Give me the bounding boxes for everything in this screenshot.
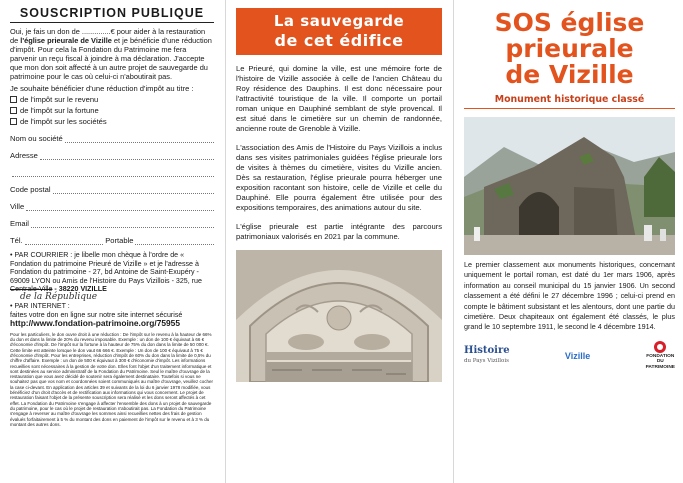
safeguard-banner <box>236 8 442 55</box>
name-field[interactable] <box>10 132 214 143</box>
internet-label: • PAR INTERNET : <box>10 301 70 310</box>
tympanum-photo <box>236 250 442 382</box>
fine-print: Pour les particuliers, le don ouvre droit à une réduction : De l'impôt sur le revenu à la hauteur de 66% du don et dans la limite de 20% du revenu imposable. Exemple : un don de 100 € équivaut à 66 € d'économie d'impôt. De l'impôt sur la fortune à la hauteur de 75% du don dans la limite de 50 000 €. Cette limite est atteinte lorsque le don vaut 66 666 €. Exemple : Un don de 100 € équivaut à 75 € d'économie d'impôt. Pour les entreprises, réduction d'impôt de 60% du don dans la limite de 0,5% du chiffre d'affaire. Exemple : un don de 500 € équivaut à 300 € d'économie d'impôt. Les informations recueillies sont nécessaires à la gestion de votre don. Elles font l'objet d'un traitement informatique et sont destinées au service administratif de la Fondation du Patrimoine. Seul le maître d'ouvrage de la restauration que vous avez décidé de soutenir sera également destinataire. Toutefois si vous ne souhaitez pas que vos nom et coordonnées soient communiqués au maître d'ouvrage, veuillez cocher la case ci-devant. En application des articles 39 et suivants de la loi du 6 janvier 1978 modifiée, vous bénéficiez d'un droit d'accès et de rectification aux informations qui vous concernent. Le projet de restauration faisant l'objet de la présente souscription sera réalisé et les dons seront affectés à cet effet. La Fondation du Patrimoine s'engage à affecter l'ensemble des dons à un projet de sauvegarde du patrimoine, pour le cas où le projet de restauration n'aboutirait pas. La Fondation du Patrimoine s'engage à reverser au maître d'ouvrage les sommes ainsi recueillies nettes des frais de gestion évalués forfaitairement à 5 % du montant des dons en paiement de l'impôt sur le revenu et à 3 % du montant des autres dons. <box>10 331 213 427</box>
checkbox-box[interactable] <box>10 107 17 114</box>
fp-line-3: PATRIMOINE <box>645 364 675 370</box>
vizille-logo: Vizille <box>564 350 591 361</box>
mail-text: • PAR COURRIER : je libelle mon chèque à l'ordre de « Fondation du patrimoine Prieuré de Vizille » et je l'adresse à Fondation du patrimoine - 27, bd Antoine de Saint-Exupéry - 69009 LYON ou Amis de l'Histoire du Pays Vizillois - 325, rue <box>10 251 202 285</box>
field-line[interactable] <box>53 186 214 194</box>
checkbox-box[interactable] <box>10 118 17 125</box>
city-field[interactable] <box>10 200 214 211</box>
field-label: Ville <box>10 202 25 211</box>
safeguard-panel <box>228 0 450 483</box>
paragraph-heritage-routes: L'église prieurale est partie intégrante des parcours patrimoniaux valorisés en 2021 par la commune. <box>236 222 442 241</box>
banner-line-2: de cet édifice <box>274 31 404 50</box>
fold-line <box>453 0 454 483</box>
tax-question: Je souhaite bénéficier d'une réduction d'impôt au titre : <box>10 84 194 93</box>
field-label: Nom ou société <box>10 134 63 143</box>
tympanum-image <box>236 250 442 382</box>
donation-url-link[interactable]: http://www.fondation-patrimoine.org/75955 <box>10 318 180 329</box>
portable-label: Portable <box>105 236 134 245</box>
checkbox-label: de l'impôt sur la fortune <box>20 106 99 115</box>
fp-line-2: DU <box>656 359 664 365</box>
church-ruin-image <box>464 117 675 255</box>
field-line[interactable] <box>26 203 214 211</box>
address-field[interactable] <box>10 149 214 160</box>
checkbox-box[interactable] <box>10 96 17 103</box>
histoire-logo-text: Histoire <box>464 344 510 356</box>
title-line-1: SOS église <box>494 8 645 37</box>
checkbox-label: de l'impôt sur le revenu <box>20 95 99 104</box>
title-line-2: prieurale <box>505 34 634 63</box>
intro-text-a: Oui, je fais un don de ..............€ pour aider à la restauration de <box>10 27 206 45</box>
address-line-2[interactable] <box>10 166 214 177</box>
postal-code-field[interactable] <box>10 183 214 194</box>
intro-church-name: l'église prieurale de Vizille <box>20 36 112 45</box>
web-text: faites votre don en ligne sur notre site internet sécurisé <box>10 310 183 319</box>
church-ruin-photo <box>464 117 675 255</box>
mail-city: - 38220 VIZILLE <box>52 285 107 294</box>
fondation-patrimoine-logo <box>646 341 675 371</box>
field-line[interactable] <box>135 237 214 245</box>
title-line-3: de Vizille <box>505 60 634 89</box>
struck-address: Centrale-Ville <box>10 285 53 294</box>
mail-instructions <box>10 251 214 294</box>
histoire-logo <box>464 346 510 366</box>
fold-line <box>225 0 226 483</box>
paragraph-association: L'association des Amis de l'Histoire du Pays Vizillois a inclus dans ses visites patrimoniales guidées l'église prieurale lors de visites à thèmes du cimetière, visites du Vizille ancien. Dès sa restauration, l'église prieurale pourra héberger une exposition racontant son histoire, celle de Vizille et celle du Dauphiné. Elle pourra également être utilisée pour des expositions temporaires, des animations autour du site. <box>236 143 442 212</box>
monument-subtitle: Monument historique classé <box>464 94 675 109</box>
field-line[interactable] <box>12 169 214 177</box>
checkbox-corporate-tax[interactable] <box>10 117 214 126</box>
intro-text-c: et je bénéficie d'une réduction d'impôt. Pour cela la Fondation du Patrimoine me fera parvenir un reçu fiscal à joindre à ma déclaration. J'accepte que mon don soit affecté à un autre projet de sauvegarde du patrimoine pour le cas où celui-ci n'aboutirait pas. <box>10 36 212 81</box>
field-label: Adresse <box>10 151 38 160</box>
classification-text: Le premier classement aux monuments historiques, concernant uniquement le portail roman, est daté du 1er mars 1906, après information au conseil municipal du 15 janvier 1906. Un second classement a été défini le 27 décembre 1996 ; celui-ci prend en compte le bâtiment subsistant et les alentours, dont une partie du cimetière. Deux chapiteaux ont également été classés, le plus grand le 10 septembre 1911, le second le 4 décembre 1914. <box>464 260 675 332</box>
partner-logos <box>464 341 675 371</box>
paragraph-priory: Le Prieuré, qui domine la ville, est une mémoire forte de l'histoire de Vizille associée à celle de l'ancien Château du Roy résidence des Dauphins. Il est donc nécessaire pour l'attractivité touristique de la ville. Il comporte un portail roman unique en Dauphiné semblant de style provencal. Il est situé dans le cimetière sur un chemin de randonnée, ancienne route de Grenoble à Vizille. <box>236 64 442 133</box>
subscription-title: SOUSCRIPTION PUBLIQUE <box>10 6 214 23</box>
fp-line-1: FONDATION <box>646 353 675 359</box>
field-label: Email <box>10 219 29 228</box>
internet-instructions <box>10 302 214 329</box>
email-field[interactable] <box>10 217 214 228</box>
field-label: Tél. <box>10 236 23 245</box>
cover-title <box>464 10 675 88</box>
checkbox-wealth-tax[interactable] <box>10 106 214 115</box>
donation-form-panel <box>0 0 222 483</box>
histoire-logo-sub: du Pays Vizillois <box>464 357 509 364</box>
checkbox-label: de l'impôt sur les sociétés <box>20 117 107 126</box>
banner-line-1: La sauvegarde <box>273 12 405 30</box>
donation-intro <box>10 27 214 81</box>
phone-field[interactable] <box>10 234 214 245</box>
field-line[interactable] <box>25 237 104 245</box>
field-label: Code postal <box>10 185 51 194</box>
checkbox-income-tax[interactable] <box>10 95 214 104</box>
field-line[interactable] <box>40 152 214 160</box>
fondation-mark-icon <box>654 341 666 353</box>
handwritten-correction: de la République <box>20 291 98 302</box>
field-line[interactable] <box>31 220 214 228</box>
field-line[interactable] <box>65 135 214 143</box>
cover-panel <box>456 0 683 483</box>
